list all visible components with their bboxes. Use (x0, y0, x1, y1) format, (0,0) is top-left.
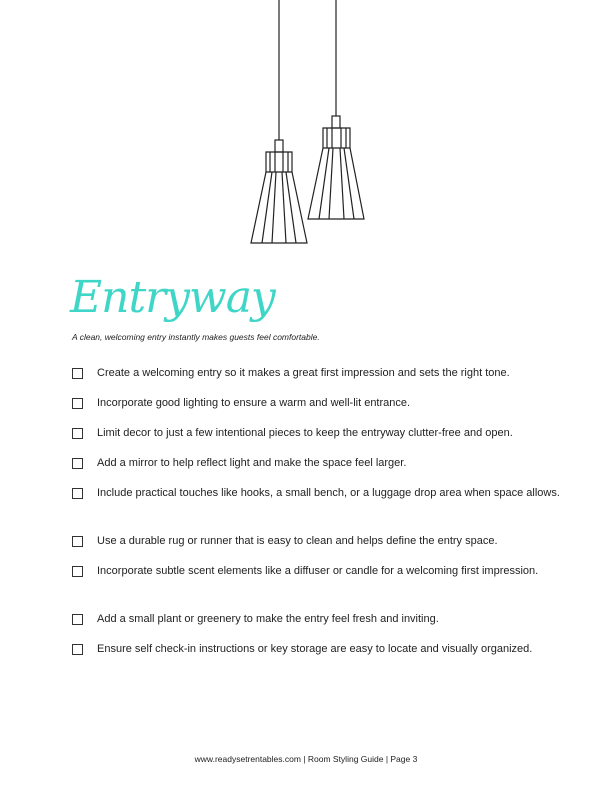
pendant-lamps-illustration (0, 0, 612, 260)
checkbox[interactable] (72, 488, 83, 499)
checklist-item-text: Incorporate good lighting to ensure a warm and well-lit entrance. (97, 397, 411, 409)
checklist-item (72, 640, 567, 658)
checkbox[interactable] (72, 566, 83, 577)
checklist-item (72, 394, 567, 412)
checklist-item (72, 484, 567, 502)
checkbox[interactable] (72, 536, 83, 547)
checkbox[interactable] (72, 458, 83, 469)
checklist-item (72, 562, 567, 580)
checklist-item-text: Add a mirror to help reflect light and make the space feel larger. (97, 457, 407, 469)
checklist-item-text: Ensure self check-in instructions or key storage are easy to locate and visually organized. (97, 643, 533, 655)
checkbox[interactable] (72, 428, 83, 439)
checkbox[interactable] (72, 644, 83, 655)
checklist-item (72, 424, 567, 442)
checklist-item-text: Add a small plant or greenery to make the entry feel fresh and inviting. (97, 613, 439, 625)
footer: www.readysetrentables.com | Room Styling Guide | Page 3 (194, 754, 418, 764)
checklist-item-text: Create a welcoming entry so it makes a great first impression and sets the right tone. (97, 367, 510, 379)
page-title: Entryway (70, 272, 275, 323)
checklist-item (72, 454, 567, 472)
checklist-item-text: Include practical touches like hooks, a small bench, or a luggage drop area when space allows. (97, 487, 560, 499)
checkbox[interactable] (72, 398, 83, 409)
page-subtitle: A clean, welcoming entry instantly makes guests feel comfortable. (72, 332, 320, 342)
checklist-item (72, 610, 567, 628)
pendant-lamp-icon (308, 0, 364, 219)
checklist-item-text: Limit decor to just a few intentional pieces to keep the entryway clutter-free and open. (97, 427, 513, 439)
pendant-lamp-icon (251, 0, 307, 243)
checklist-item (72, 364, 567, 382)
checkbox[interactable] (72, 368, 83, 379)
checklist-item (72, 532, 567, 550)
checklist-item-text: Incorporate subtle scent elements like a diffuser or candle for a welcoming first impression. (97, 565, 539, 577)
checkbox[interactable] (72, 614, 83, 625)
checklist-item-text: Use a durable rug or runner that is easy to clean and helps define the entry space. (97, 535, 498, 547)
